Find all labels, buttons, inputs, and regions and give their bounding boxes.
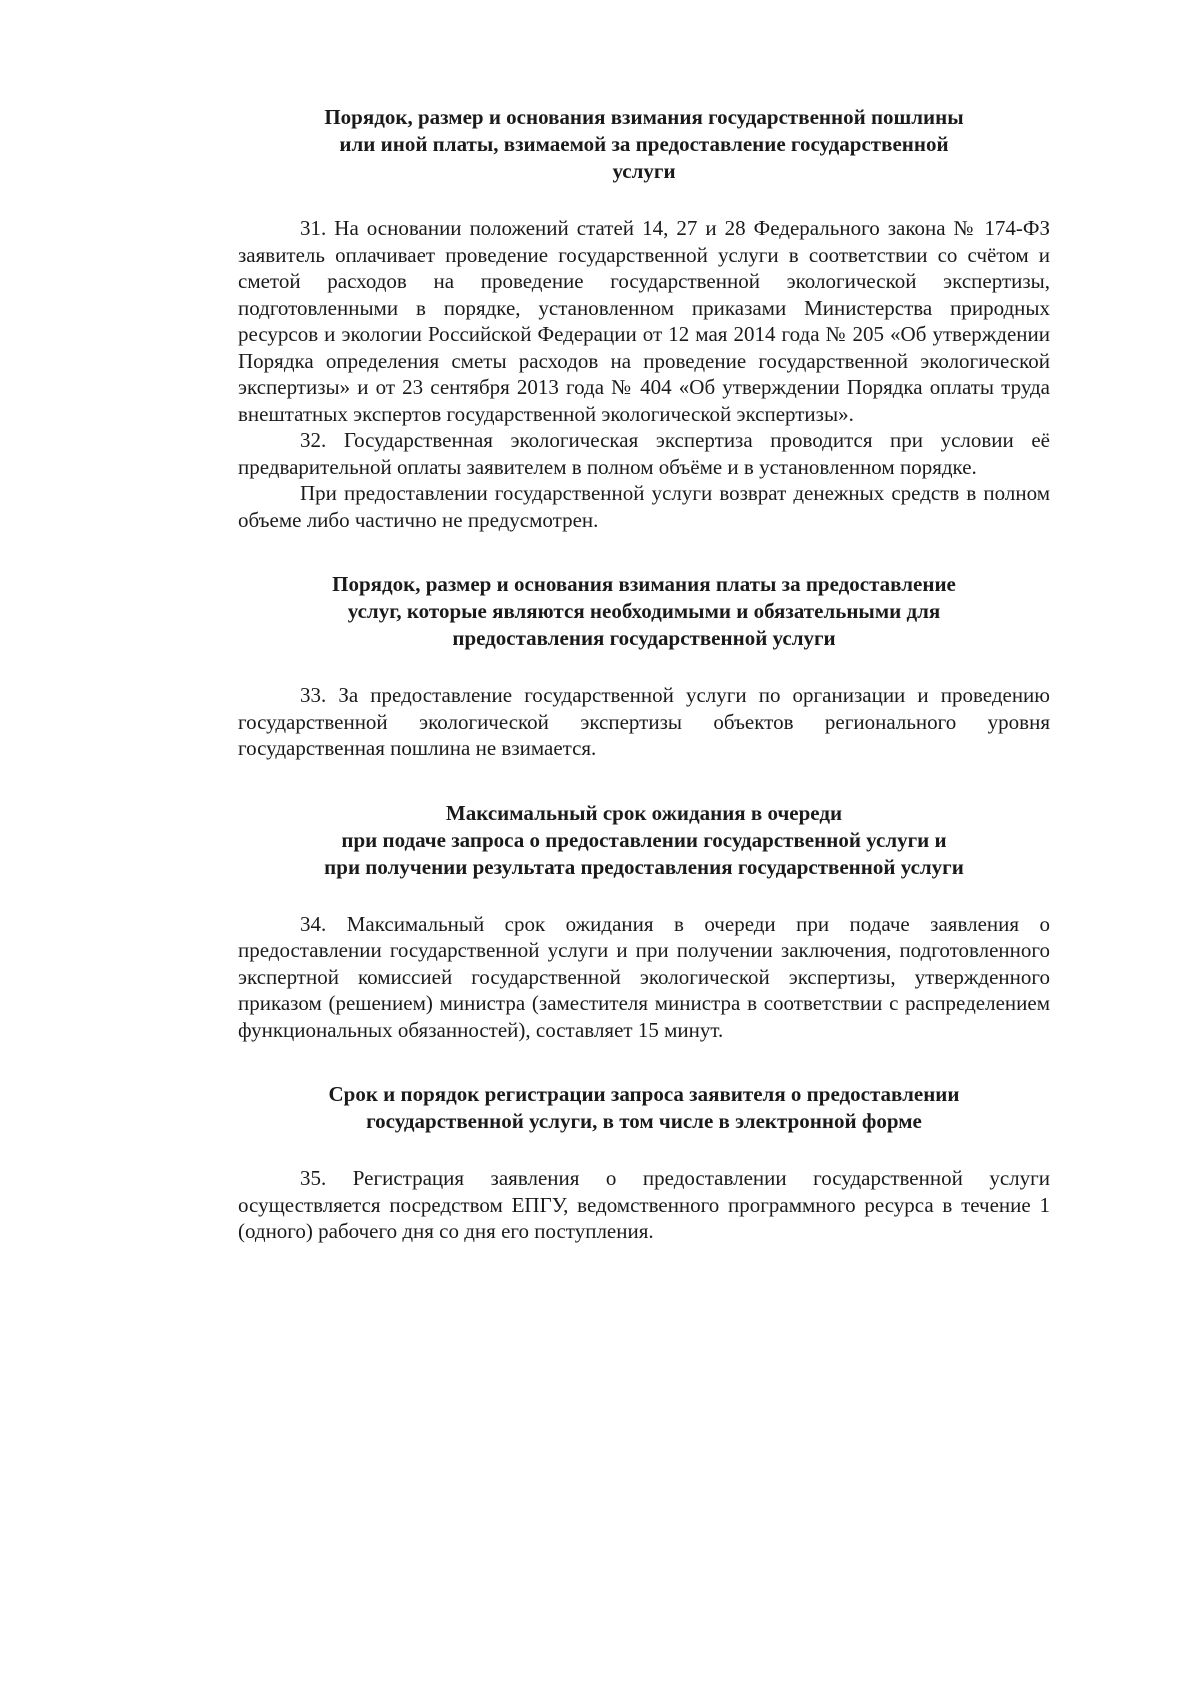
paragraph-33: 33. За предоставление государственной услуги по организации и проведению государственной экологической экспертизы объектов регионального уровня государственная пошлина не взимается.	[238, 683, 1050, 760]
section-heading	[238, 104, 1050, 185]
section-heading	[238, 800, 1050, 881]
section-mandatory-services-fee	[238, 571, 1050, 762]
heading-line: Порядок, размер и основания взимания платы за предоставление	[332, 572, 956, 596]
paragraph-refund: При предоставлении государственной услуги возврат денежных средств в полном объеме либо частично не предусмотрен.	[238, 481, 1050, 532]
section-heading	[238, 1081, 1050, 1135]
heading-line: услуги	[612, 159, 676, 183]
section-registration	[238, 1081, 1050, 1245]
document-body	[238, 104, 1050, 1245]
section-heading	[238, 571, 1050, 652]
heading-line: Срок и порядок регистрации запроса заявителя о предоставлении	[328, 1082, 960, 1106]
heading-line: Порядок, размер и основания взимания государственной пошлины	[324, 105, 964, 129]
heading-line: при подаче запроса о предоставлении государственной услуги и	[341, 827, 947, 852]
paragraph-35: 35. Регистрация заявления о предоставлении государственной услуги осуществляется посредством ЕПГУ, ведомственного программного ресурса в течение 1 (одного) рабочего дня со дня его поступления.	[238, 1166, 1050, 1243]
section-queue-time	[238, 800, 1050, 1044]
heading-line: при получении результата предоставления государственной услуги	[324, 854, 964, 879]
heading-line: Максимальный срок ожидания в очереди	[445, 800, 843, 825]
heading-line: или иной платы, взимаемой за предоставление государственной	[339, 132, 949, 156]
heading-line: государственной услуги, в том числе в электронной форме	[366, 1109, 922, 1133]
paragraph-32: 32. Государственная экологическая экспертиза проводится при условии её предварительной оплаты заявителем в полном объёме и в установленном порядке.	[238, 428, 1050, 479]
heading-line: услуг, которые являются необходимыми и обязательными для	[347, 599, 941, 623]
paragraph-31: 31. На основании положений статей 14, 27 и 28 Федерального закона № 174-ФЗ заявитель оплачивает проведение государственной услуги в соответствии со счётом и сметой расходов на проведение государственной экологической экспертизы, подготовленными в порядке, установленном приказами Министерства природных ресурсов и экологии Российской Федерации от 12 мая 2014 года № 205 «Об утверждении Порядка определения сметы расходов на проведение государственной экологической экспертизы» и от 23 сентября 2013 года № 404 «Об утверждении Порядка оплаты труда внештатных экспертов государственной экологической экспертизы».	[238, 216, 1050, 426]
section-state-fee	[238, 104, 1050, 533]
paragraph-34: 34. Максимальный срок ожидания в очереди при подаче заявления о предоставлении государственной услуги и при получении заключения, подготовленного экспертной комиссией государственной экологической экспертизы, утвержденного приказом (решением) министра (заместителя министра в соответствии с распределением функциональных обязанностей), составляет 15 минут.	[238, 911, 1050, 1042]
heading-line: предоставления государственной услуги	[452, 626, 836, 650]
